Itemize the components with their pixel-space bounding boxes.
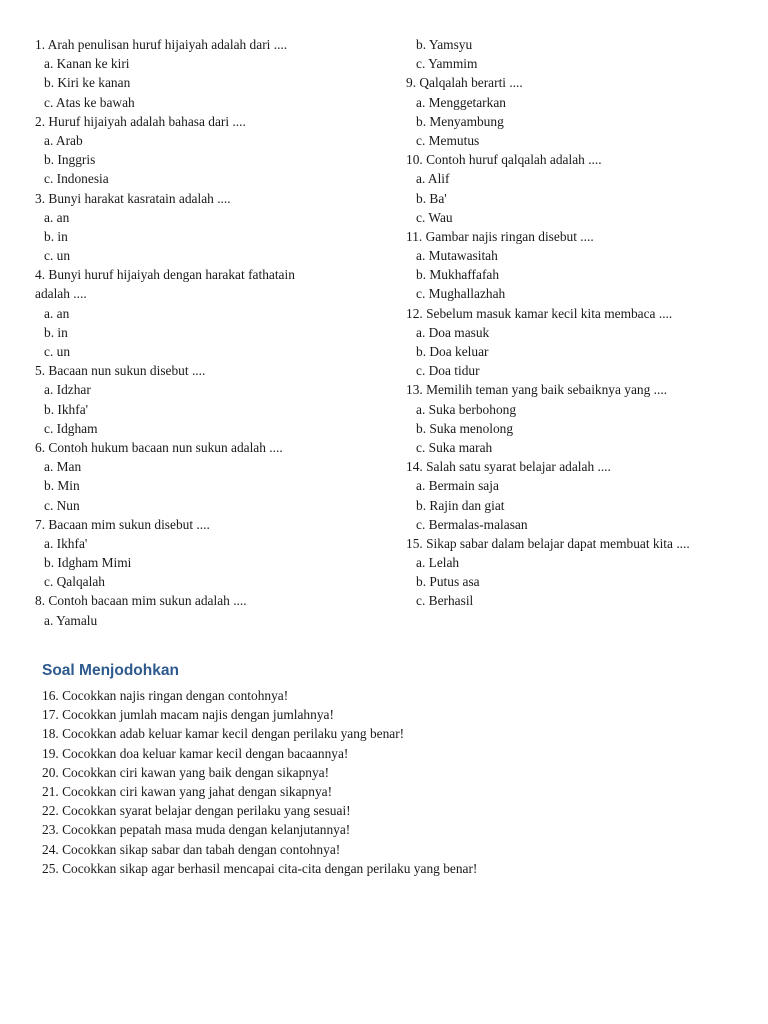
answer-option: c. Memutus: [416, 132, 480, 148]
question-text: 6. Contoh hukum bacaan nun sukun adalah ....: [35, 439, 283, 455]
answer-option: a. Mutawasitah: [416, 248, 498, 264]
answer-option: a. Ikhfa': [44, 535, 88, 551]
matching-question: 21. Cocokkan ciri kawan yang jahat dengan sikapnya!: [42, 783, 333, 799]
answer-option: b. Inggris: [44, 152, 96, 168]
matching-section-title: Soal Menjodohkan: [42, 662, 179, 679]
answer-option: c. Idgham: [44, 420, 98, 436]
matching-question: 20. Cocokkan ciri kawan yang baik dengan sikapnya!: [42, 764, 330, 780]
answer-option: a. an: [44, 305, 70, 321]
answer-option: b. Rajin dan giat: [416, 497, 505, 513]
answer-option: c. Qalqalah: [44, 574, 105, 590]
answer-option: b. Ikhfa': [44, 401, 89, 417]
answer-option: c. Atas ke bawah: [44, 94, 135, 110]
answer-option: c. Mughallazhah: [416, 286, 506, 302]
matching-question: 24. Cocokkan sikap sabar dan tabah dengan contohnya!: [42, 841, 341, 857]
matching-question: 22. Cocokkan syarat belajar dengan perilaku yang sesuai!: [42, 803, 351, 819]
question-text: 9. Qalqalah berarti ....: [406, 75, 523, 91]
answer-option: b. Idgham Mimi: [44, 555, 132, 571]
right-question-column: [406, 35, 751, 611]
answer-option: c. Wau: [416, 209, 453, 225]
matching-question: 18. Cocokkan adab keluar kamar kecil dengan perilaku yang benar!: [42, 726, 405, 742]
question-text: 14. Salah satu syarat belajar adalah ....: [406, 459, 611, 475]
matching-question: 25. Cocokkan sikap agar berhasil mencapai cita-cita dengan perilaku yang benar!: [42, 860, 478, 876]
answer-option: a. Suka berbohong: [416, 401, 517, 417]
answer-option: b. Menyambung: [416, 113, 504, 129]
question-text: 4. Bunyi huruf hijaiyah dengan harakat fathatain: [35, 267, 295, 283]
answer-option: a. an: [44, 209, 70, 225]
answer-option: c. Indonesia: [44, 171, 109, 187]
answer-option: b. in: [44, 228, 68, 244]
answer-option: c. Nun: [44, 497, 80, 513]
left-question-column: [35, 35, 385, 630]
answer-option: b. Suka menolong: [416, 420, 514, 436]
question-text: 5. Bacaan nun sukun disebut ....: [35, 363, 206, 379]
answer-option: c. Yammim: [416, 56, 478, 72]
answer-option: c. Bermalas-malasan: [416, 516, 528, 532]
question-text: 13. Memilih teman yang baik sebaiknya yang ....: [406, 382, 668, 398]
answer-option: b. in: [44, 324, 68, 340]
matching-question: 17. Cocokkan jumlah macam najis dengan jumlahnya!: [42, 707, 334, 723]
matching-question: 19. Cocokkan doa keluar kamar kecil dengan bacaannya!: [42, 745, 349, 761]
question-text: 10. Contoh huruf qalqalah adalah ....: [406, 152, 602, 168]
answer-option: a. Alif: [416, 171, 450, 187]
answer-option: c. un: [44, 344, 71, 359]
answer-option: a. Lelah: [416, 555, 460, 571]
matching-question: 16. Cocokkan najis ringan dengan contohnya!: [42, 688, 289, 703]
answer-option: a. Yamalu: [44, 612, 98, 628]
answer-option: a. Menggetarkan: [416, 94, 506, 110]
question-text: 8. Contoh bacaan mim sukun adalah ....: [35, 593, 247, 609]
question-text: 2. Huruf hijaiyah adalah bahasa dari ....: [35, 113, 246, 129]
answer-option: a. Kanan ke kiri: [44, 56, 130, 72]
answer-option: b. Ba': [416, 190, 447, 206]
question-text: 15. Sikap sabar dalam belajar dapat membuat kita ....: [406, 535, 690, 551]
answer-option: b. Putus asa: [416, 574, 480, 590]
question-text: 11. Gambar najis ringan disebut ....: [406, 228, 594, 244]
answer-option: a. Bermain saja: [416, 478, 499, 494]
answer-option: b. Doa keluar: [416, 344, 489, 359]
matching-question-list: [42, 686, 742, 878]
answer-option: a. Doa masuk: [416, 324, 490, 340]
matching-question: 23. Cocokkan pepatah masa muda dengan kelanjutannya!: [42, 822, 351, 838]
answer-option: c. Berhasil: [416, 593, 474, 609]
answer-option: a. Man: [44, 459, 82, 475]
answer-option: b. Yamsyu: [416, 37, 473, 52]
question-text: adalah ....: [35, 286, 87, 302]
answer-option: a. Arab: [44, 132, 83, 148]
answer-option: b. Min: [44, 478, 80, 494]
question-text: 1. Arah penulisan huruf hijaiyah adalah dari ....: [35, 37, 288, 52]
question-text: 12. Sebelum masuk kamar kecil kita membaca ....: [406, 305, 673, 321]
answer-option: a. Idzhar: [44, 382, 91, 398]
answer-option: c. Suka marah: [416, 439, 493, 455]
question-text: 3. Bunyi harakat kasratain adalah ....: [35, 190, 231, 206]
answer-option: c. un: [44, 248, 71, 264]
answer-option: b. Mukhaffafah: [416, 267, 500, 283]
answer-option: b. Kiri ke kanan: [44, 75, 131, 91]
question-text: 7. Bacaan mim sukun disebut ....: [35, 516, 210, 532]
answer-option: c. Doa tidur: [416, 363, 480, 379]
